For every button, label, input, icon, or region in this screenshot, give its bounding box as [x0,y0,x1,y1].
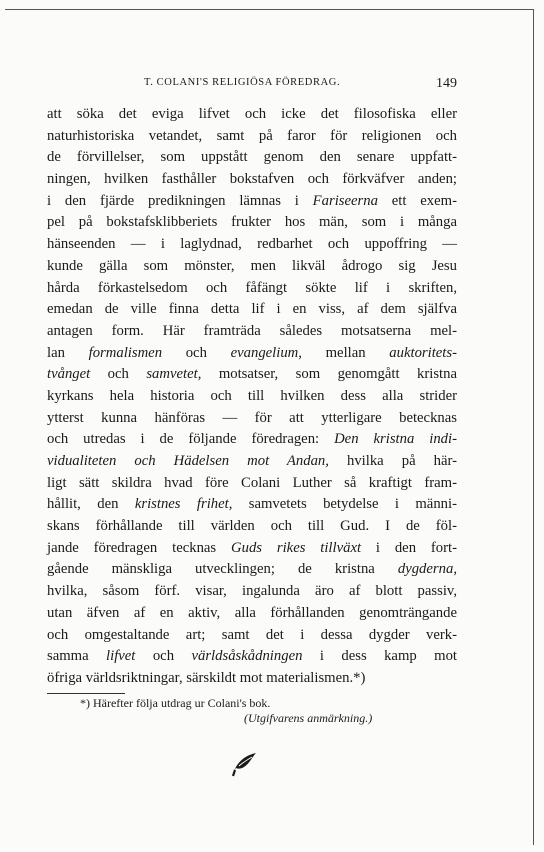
text-line [47,364,457,386]
text-line [47,386,457,408]
text-line [47,321,457,343]
text-segment: hvilka på här- [328,453,457,469]
text-segment: gående mänskliga utvecklingen; de kristna [47,561,398,578]
fleuron-ornament-icon [230,749,260,777]
italic-segment: formalismen [88,344,163,361]
italic-segment: samvetet, [146,366,202,383]
footnote-text: *) Härefter följa utdrag ur Colani's bok. [80,696,271,710]
text-line [47,494,457,516]
text-segment: skans förhållande till världen och till Gud. I de föl- [47,518,457,535]
text-segment: och [90,366,147,383]
text-line [47,451,457,473]
footnote-separator [47,693,125,694]
text-line [47,429,457,451]
text-segment: naturhistoriska vetandet, samt på faror för religionen och [47,127,457,144]
text-segment: ett exem- [377,192,457,209]
text-line [47,581,457,603]
italic-segment: tvånget [47,366,91,383]
text-line [47,516,457,538]
text-line [47,104,457,126]
text-line [47,234,457,256]
italic-segment: dygderna, [397,561,457,578]
text-line [47,256,457,278]
italic-segment: Guds rikes tillväxt [231,539,362,556]
text-line [47,625,457,647]
text-line [47,408,457,430]
text-line [47,212,457,234]
text-line [47,191,457,213]
text-segment: emedan de ville finna detta lif i en viss, af dem själfva [47,301,457,318]
page-number: 149 [436,76,457,91]
text-segment: pel på bokstafsklibberiets frukter hos män, som i många [47,214,457,231]
italic-segment: evangelium, [230,344,302,361]
text-line [47,126,457,148]
text-segment: kyrkans hela historia och till hvilken dess alla strider [47,387,457,404]
italic-segment: auktoritets- [389,344,457,361]
text-segment: och [162,344,231,361]
italic-segment: Den kristna indi- [334,431,457,448]
body-text [47,104,457,690]
text-line [47,169,457,191]
text-line [47,668,457,690]
text-segment: och omgestaltande art; samt det i dessa dygder verk- [47,626,457,643]
text-line [47,278,457,300]
text-segment: mellan [301,344,390,361]
text-segment: samvetets betydelse i männi- [232,496,457,513]
top-border-rule [5,9,533,10]
footnote-attribution: (Utgifvarens anmärkning.) [244,711,373,725]
text-segment: utan äfven af en aktiv, alla förhållanden genomträngande [47,604,457,621]
text-segment: hvilka, såsom förf. visar, ingalunda äro af blott passiv, [47,583,457,600]
text-segment: kunde gälla som mönster, men likväl ådrogo sig Jesu [47,257,457,274]
italic-segment: kristnes frihet, [134,496,233,513]
right-border-rule [533,9,534,845]
text-segment: hänseenden — i laglydnad, redbarhet och uppoffring — [47,236,457,253]
text-segment: antagen form. Här framträda således motsatserna mel- [47,322,457,339]
text-segment: ligt sätt skildra hvad före Colani Luther så kraftigt fram- [47,474,457,491]
text-segment: i den fjärde predikningen lämnas i [47,192,313,209]
running-title: T. COLANI'S RELIGIÖSA FÖREDRAG. [144,77,341,88]
text-segment: motsatser, som genomgått kristna [201,366,457,383]
text-segment: lan [47,344,89,361]
text-segment: och [135,648,192,665]
text-segment: öfriga världsriktningar, särskildt mot materialismen.*) [47,669,366,686]
text-segment: samma [47,648,107,665]
text-segment: jande föredragen tecknas [47,539,232,556]
text-segment: att söka det eviga lifvet och icke det filosofiska eller [47,106,457,122]
text-line [47,147,457,169]
text-segment: ningen, hvilken fasthåller bokstafven och förkväfver anden; [47,171,457,188]
italic-segment: världsåskådningen [191,648,303,665]
text-segment: hållit, den [47,496,135,513]
text-segment: och utredas i de följande föredragen: [47,431,335,448]
text-line [47,299,457,321]
text-line [47,603,457,625]
italic-segment: vidualiteten och Hädelsen mot Andan, [47,453,329,469]
text-line [47,646,457,668]
text-line [47,538,457,560]
text-segment: hårda förkastelsedom och fåfängt sökte lif i skriften, [47,279,457,296]
text-line [47,343,457,365]
text-segment: ytterst kunna hänföras — för att ytterligare betecknas [47,409,457,426]
italic-segment: lifvet [106,648,136,665]
page-header [47,76,457,94]
text-line [47,473,457,495]
text-segment: de förvillelser, som uppstått genom den senare uppfatt- [47,149,457,166]
text-segment: i den fort- [361,539,457,556]
italic-segment: Fariseerna [312,192,378,209]
text-line [47,559,457,581]
text-segment: i dess kamp mot [302,648,457,665]
